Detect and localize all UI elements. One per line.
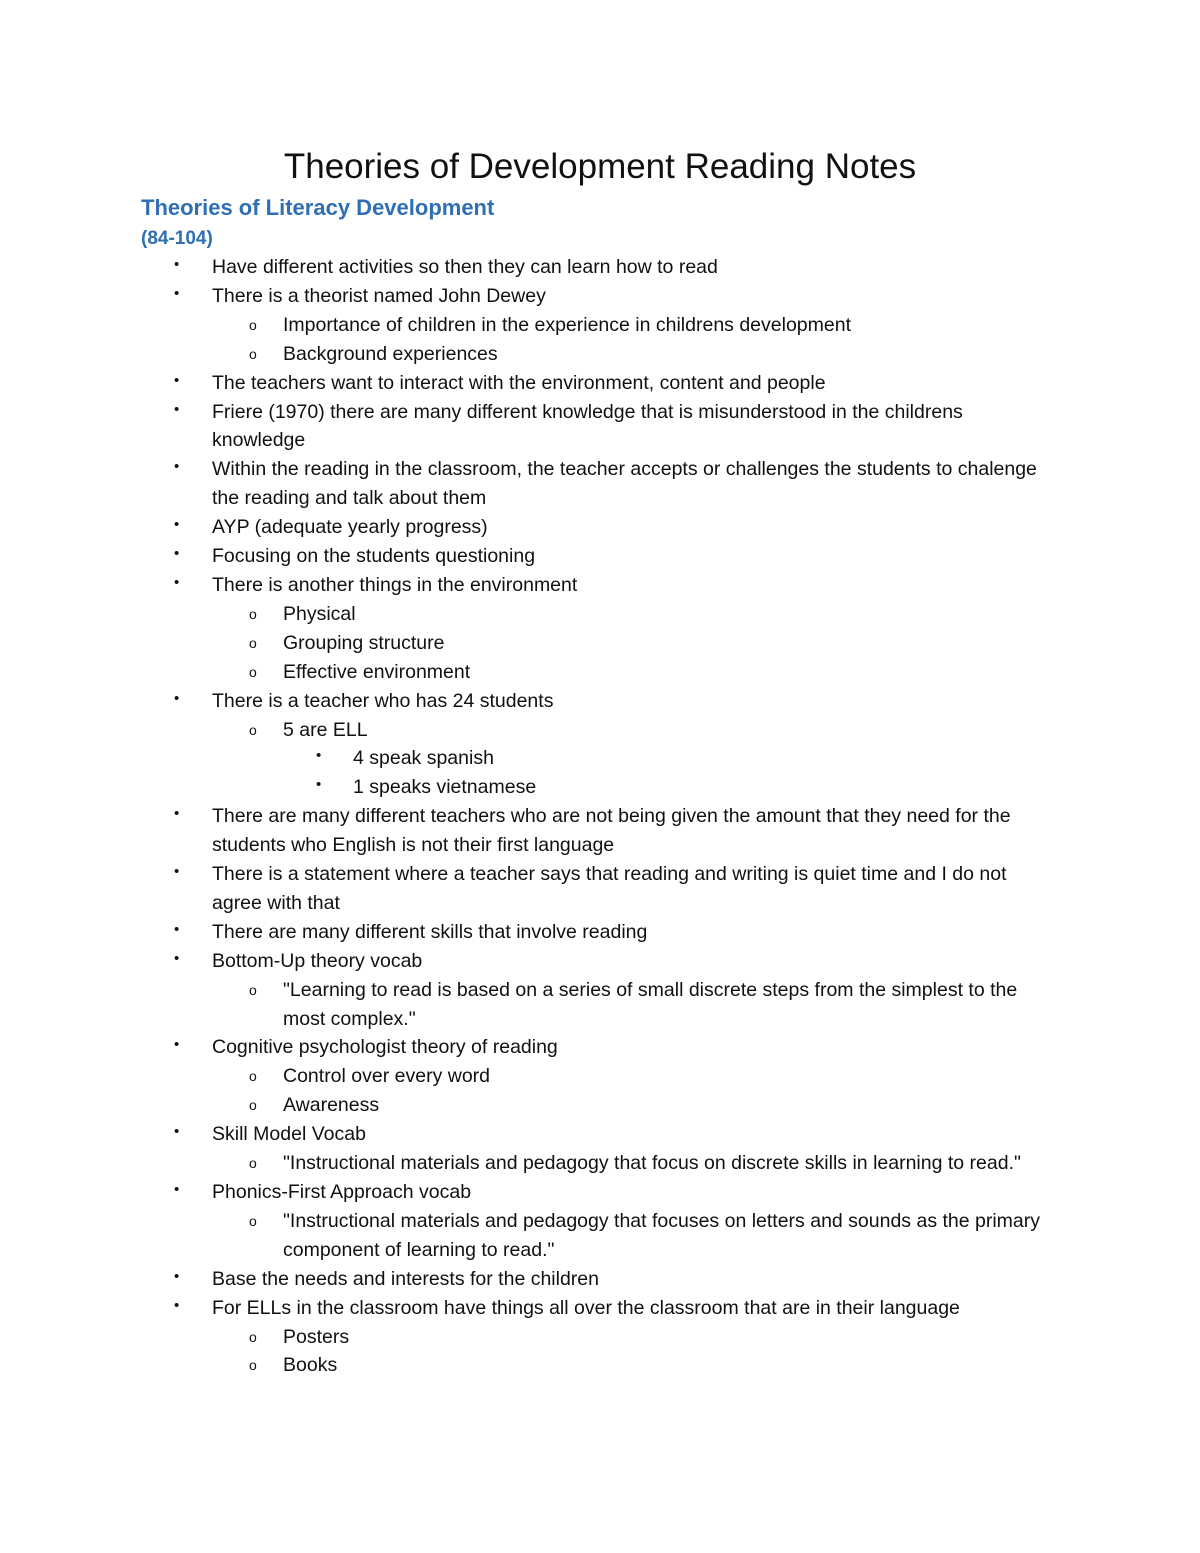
- note-item-level-0: [0, 1178, 1200, 1207]
- note-text: "Instructional materials and pedagogy that focus on discrete skills in learning to read.": [283, 1152, 1021, 1175]
- note-text: Importance of children in the experience in childrens development: [283, 313, 851, 336]
- note-item-level-1: [0, 1091, 1200, 1120]
- hollow-circle-bullet-icon: o: [249, 1357, 257, 1374]
- note-text: Physical: [283, 602, 356, 625]
- note-text: Background experiences: [283, 342, 498, 365]
- note-item-level-1: [0, 1207, 1200, 1265]
- note-text: There is another things in the environment: [212, 573, 578, 596]
- note-item-level-1: [0, 1062, 1200, 1091]
- hollow-circle-bullet-icon: o: [249, 1212, 257, 1229]
- filled-bullet-icon: •: [174, 805, 180, 823]
- note-text: The teachers want to interact with the environment, content and people: [212, 371, 826, 394]
- hollow-circle-bullet-icon: o: [249, 1155, 257, 1172]
- page-title: Theories of Development Reading Notes: [283, 147, 917, 186]
- note-item-level-0: [0, 1294, 1200, 1323]
- hollow-circle-bullet-icon: o: [249, 316, 257, 333]
- note-item-level-0: [0, 282, 1200, 311]
- filled-bullet-icon: •: [174, 689, 180, 707]
- note-text: Focusing on the students questioning: [212, 545, 536, 568]
- page-range: (84-104): [141, 228, 213, 249]
- filled-bullet-icon: •: [174, 458, 180, 476]
- filled-bullet-icon: •: [174, 573, 180, 591]
- filled-bullet-icon: •: [174, 371, 180, 389]
- note-text: Within the reading in the classroom, the teacher accepts or challenges the students to chalenge the reading and talk about them: [212, 458, 1037, 510]
- hollow-circle-bullet-icon: o: [249, 1068, 257, 1085]
- filled-bullet-icon: •: [174, 545, 180, 563]
- filled-bullet-icon: •: [174, 1036, 180, 1054]
- note-item-level-2: [0, 773, 1200, 802]
- note-item-level-0: [0, 947, 1200, 976]
- note-text: There are many different teachers who are not being given the amount that they need for the students who English is not their first language: [212, 805, 1011, 857]
- note-text: For ELLs in the classroom have things all over the classroom that are in their language: [212, 1296, 960, 1319]
- note-text: Skill Model Vocab: [212, 1123, 366, 1146]
- hollow-circle-bullet-icon: o: [249, 634, 257, 651]
- note-text: AYP (adequate yearly progress): [212, 516, 488, 539]
- note-text: 5 are ELL: [283, 718, 368, 741]
- note-item-level-1: [0, 1323, 1200, 1352]
- hollow-circle-bullet-icon: o: [249, 1097, 257, 1114]
- hollow-circle-bullet-icon: o: [249, 981, 257, 998]
- filled-bullet-icon: •: [174, 920, 180, 938]
- filled-bullet-icon: •: [174, 1296, 180, 1314]
- filled-bullet-icon: •: [316, 747, 322, 765]
- filled-bullet-icon: •: [316, 776, 322, 794]
- note-item-level-0: [0, 1033, 1200, 1062]
- filled-bullet-icon: •: [174, 400, 180, 418]
- note-text: Grouping structure: [283, 631, 445, 654]
- hollow-circle-bullet-icon: o: [249, 605, 257, 622]
- note-item-level-1: [0, 1149, 1200, 1178]
- note-text: There is a theorist named John Dewey: [212, 284, 546, 307]
- note-text: Control over every word: [283, 1065, 490, 1088]
- note-item-level-0: [0, 571, 1200, 600]
- filled-bullet-icon: •: [174, 949, 180, 967]
- filled-bullet-icon: •: [174, 256, 180, 273]
- note-text: Phonics-First Approach vocab: [212, 1181, 472, 1203]
- filled-bullet-icon: •: [174, 1123, 180, 1141]
- note-item-level-2: [0, 744, 1200, 773]
- note-text: There is a statement where a teacher says that reading and writing is quiet time and I do not agree with that: [212, 863, 1007, 914]
- note-text: Base the needs and interests for the children: [212, 1267, 599, 1290]
- note-text: Friere (1970) there are many different knowledge that is misunderstood in the childrens knowledge: [212, 400, 963, 452]
- note-item-level-1: [0, 600, 1200, 629]
- note-item-level-0: [0, 1265, 1200, 1294]
- hollow-circle-bullet-icon: o: [249, 345, 257, 362]
- note-item-level-0: [0, 687, 1200, 716]
- note-text: "Learning to read is based on a series of small discrete steps from the simplest to the most complex.": [283, 978, 1018, 1030]
- note-text: "Instructional materials and pedagogy that focuses on letters and sounds as the primary component of learning to read.": [283, 1209, 1041, 1261]
- note-item-level-0: [0, 802, 1200, 860]
- note-item-level-0: [0, 1120, 1200, 1149]
- note-text: Bottom-Up theory vocab: [212, 949, 423, 972]
- note-text: Books: [283, 1354, 338, 1377]
- note-item-level-1: [0, 1351, 1200, 1380]
- note-text: Effective environment: [283, 660, 471, 683]
- note-item-level-0: [0, 860, 1200, 918]
- note-text: Cognitive psychologist theory of reading: [212, 1036, 558, 1059]
- section-heading: Theories of Literacy Development: [141, 195, 495, 220]
- filled-bullet-icon: •: [174, 1181, 180, 1198]
- note-text: Awareness: [283, 1094, 380, 1117]
- filled-bullet-icon: •: [174, 516, 180, 534]
- hollow-circle-bullet-icon: o: [249, 721, 257, 738]
- note-item-level-0: [0, 398, 1200, 456]
- note-item-level-0: [0, 542, 1200, 571]
- note-text: 4 speak spanish: [353, 747, 494, 770]
- note-text: There is a teacher who has 24 students: [212, 689, 554, 712]
- filled-bullet-icon: •: [174, 1267, 180, 1285]
- filled-bullet-icon: •: [174, 863, 180, 881]
- note-item-level-0: [0, 253, 1200, 282]
- filled-bullet-icon: •: [174, 284, 180, 302]
- note-text: Have different activities so then they can learn how to read: [212, 256, 718, 278]
- note-item-level-1: [0, 716, 1200, 745]
- note-item-level-1: [0, 658, 1200, 687]
- note-item-level-0: [0, 455, 1200, 513]
- note-item-level-1: [0, 311, 1200, 340]
- note-item-level-1: [0, 976, 1200, 1034]
- note-item-level-0: [0, 369, 1200, 398]
- note-text: 1 speaks vietnamese: [353, 776, 537, 799]
- note-item-level-0: [0, 918, 1200, 947]
- note-item-level-0: [0, 513, 1200, 542]
- hollow-circle-bullet-icon: o: [249, 1328, 257, 1345]
- notes-list: [0, 253, 1200, 1380]
- note-item-level-1: [0, 629, 1200, 658]
- hollow-circle-bullet-icon: o: [249, 663, 257, 680]
- note-text: There are many different skills that involve reading: [212, 920, 648, 943]
- note-text: Posters: [283, 1325, 350, 1348]
- note-item-level-1: [0, 340, 1200, 369]
